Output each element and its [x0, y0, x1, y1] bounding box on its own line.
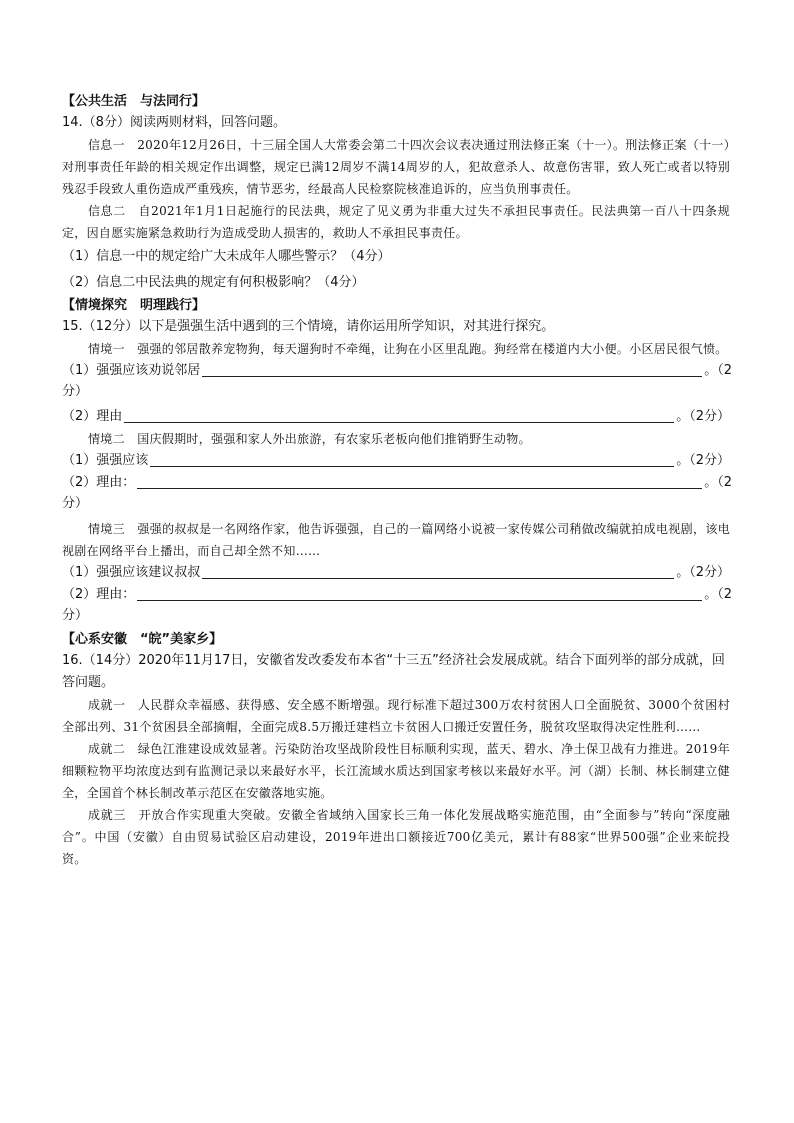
- q15-s1-answer-1-label: （1）强强应该劝说邻居: [62, 363, 201, 378]
- q15-s3-answer-2-label: （2）理由：: [62, 587, 136, 602]
- q15-scenario-two: 情境二 国庆假期时，强强和家人外出旅游，有农家乐老板向他们推销野生动物。: [88, 432, 531, 446]
- q15-s3-answer-1-points: 。（2分）: [676, 565, 730, 580]
- q15-s2-answer-1-label: （1）强强应该: [62, 453, 149, 468]
- q15-s3-answer-2-points: 。（2: [704, 587, 732, 602]
- q15-s1-answer-2: [62, 406, 730, 428]
- q15-s1-answer-1: [62, 360, 730, 382]
- q14-sub-question-1: （1）信息一中的规定给广大未成年人哪些警示？（4分）: [62, 249, 391, 264]
- q15-s3-answer-2-points-wrap: 分）: [62, 608, 89, 623]
- q16-achievement-three: 成就三 开放合作实现重大突破。安徽全省域纳入国家长三角一体化发展战略实施范围，由“全面参与”转向“深度融合”。中国（安徽）自由贸易试验区启动建设，2019年进出口额接近700亿美元，累计有88家“世界500强”企业来皖投资。: [62, 808, 730, 866]
- q14-sub-question-2: （2）信息二中民法典的规定有何积极影响？（4分）: [62, 275, 365, 290]
- q15-s1-answer-2-label: （2）理由: [62, 409, 123, 424]
- section-title-public-life: 【公共生活 与法同行】: [62, 94, 206, 109]
- q14-info-one: 信息一 2020年12月26日，十三届全国人大常委会第二十四次会议表决通过刑法修正案（十一）。刑法修正案（十一）对刑事责任年龄的相关规定作出调整，规定已满12周岁不满14周岁的人，犯故意杀人、故意伤害罪，致人死亡或者以特别残忍手段致人重伤造成严重残疾，情节恶劣，经最高人民检察院核准追诉的，应当负刑事责任。: [62, 138, 730, 196]
- q15-scenario-one: 情境一 强强的邻居散养宠物狗，每天遛狗时不牵绳，让狗在小区里乱跑。狗经常在楼道内大小便。小区居民很气愤。: [88, 342, 728, 356]
- q15-s1-answer-1-points-wrap: 分）: [62, 384, 89, 399]
- q15-scenario-three: 情境三 强强的叔叔是一名网络作家，他告诉强强，自己的一篇网络小说被一家传媒公司稍做改编就拍成电视剧，该电视剧在网络平台上播出，而自己却全然不知……: [62, 522, 730, 558]
- question-15-stem: 15.（12分）以下是强强生活中遇到的三个情境，请你运用所学知识，对其进行探究。: [62, 319, 555, 334]
- q15-s3-answer-2: [62, 584, 730, 606]
- question-16-stem: 16.（14分）2020年11月17日，安徽省发改委发布本省“十三五”经济社会发展成就。结合下面列举的部分成就，回答问题。: [62, 653, 725, 690]
- q15-s3-answer-1-blank[interactable]: [202, 563, 674, 579]
- q15-s2-answer-1-blank[interactable]: [150, 451, 674, 467]
- q15-s1-answer-1-blank[interactable]: [202, 361, 702, 377]
- q15-s2-answer-1-points: 。（2分）: [676, 453, 730, 468]
- q15-s3-answer-2-blank[interactable]: [137, 585, 702, 601]
- q15-s3-answer-1: [62, 562, 730, 584]
- section-title-scenario: 【情境探究 明理践行】: [62, 298, 206, 313]
- q15-s1-answer-2-points: 。（2分）: [676, 409, 730, 424]
- q16-achievement-one: 成就一 人民群众幸福感、获得感、安全感不断增强。现行标准下超过300万农村贫困人口全面脱贫、3000个贫困村全部出列、31个贫困县全部摘帽，全面完成8.5万搬迁建档立卡贫困人口搬迁安置任务，脱贫攻坚取得决定性胜利……: [62, 698, 730, 734]
- q15-s2-answer-2-points-wrap: 分）: [62, 496, 89, 511]
- q15-s1-answer-1-points: 。（2: [704, 363, 732, 378]
- q15-s2-answer-2-label: （2）理由：: [62, 475, 136, 490]
- q15-s1-answer-2-blank[interactable]: [124, 407, 674, 423]
- section-title-anhui: 【心系安徽 “皖”美家乡】: [62, 632, 223, 647]
- q15-s3-answer-1-label: （1）强强应该建议叔叔: [62, 565, 201, 580]
- exam-page: [62, 92, 730, 870]
- q15-s2-answer-2: [62, 472, 730, 494]
- q15-s2-answer-2-blank[interactable]: [137, 473, 702, 489]
- q16-achievement-two: 成就二 绿色江淮建设成效显著。污染防治攻坚战阶段性目标顺利实现，蓝天、碧水、净土保卫战有力推进。2019年细颗粒物平均浓度达到有监测记录以来最好水平，长江流域水质达到国家考核以来最好水平。河（湖）长制、林长制建立健全，全国首个林长制改革示范区在安徽落地实施。: [62, 742, 730, 800]
- q14-info-two: 信息二 自2021年1月1日起施行的民法典，规定了见义勇为非重大过失不承担民事责任。民法典第一百八十四条规定，因自愿实施紧急救助行为造成受助人损害的，救助人不承担民事责任。: [62, 204, 730, 240]
- q15-s2-answer-2-points: 。（2: [704, 475, 732, 490]
- question-14-stem: 14.（8分）阅读两则材料，回答问题。: [62, 115, 286, 130]
- q15-s2-answer-1: [62, 450, 730, 472]
